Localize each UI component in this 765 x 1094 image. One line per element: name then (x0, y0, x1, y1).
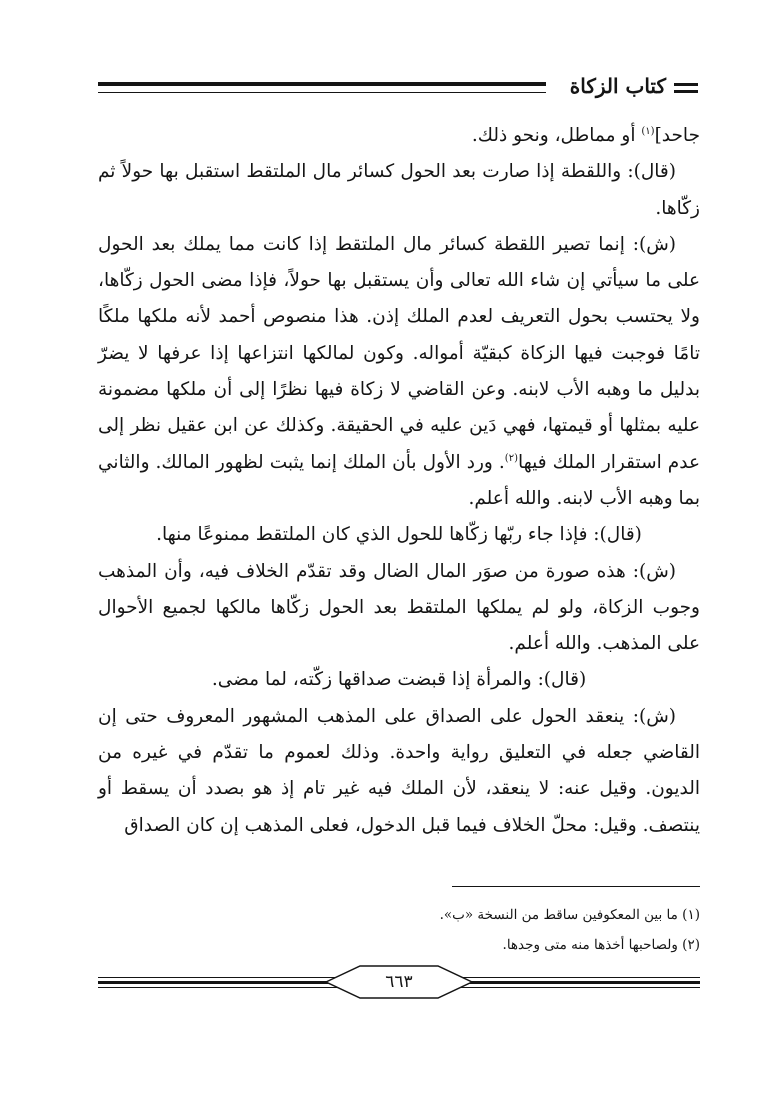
footnote-ref: (٢) (504, 452, 518, 464)
paragraph-6: (قال): والمرأة إذا قبضت صداقها زكّته، لما مضى. (211, 669, 587, 691)
footnotes (98, 900, 700, 960)
page-footer (98, 962, 700, 1002)
page-number: ٦٦٣ (385, 972, 413, 992)
footnote-ref: (١) (641, 125, 655, 137)
footnote-2: (٢) ولصاحبها أخذها منه متى وجدها. (502, 937, 700, 953)
paragraph-5: (ش): هذه صورة من صوَر المال الضال وقد تقدّم الخلاف فيه، وأن المذهب وجوب الزكاة، ولو لم يملكها الملتقط بعد الحول زكّاها مالكها لجميع الأحوال على المذهب. والله أعلم. (98, 560, 700, 655)
running-header (98, 74, 698, 104)
paragraph-text: جاحد] (654, 125, 700, 146)
footnote-separator (452, 886, 700, 887)
header-title: كتاب الزكاة (569, 74, 666, 98)
header-rule (98, 82, 546, 93)
header-ornament (674, 83, 698, 93)
paragraph-7: (ش): ينعقد الحول على الصداق على المذهب المشهور المعروف حتى إن القاضي جعله في التعليق رواية واحدة. وذلك لعموم ما تقدّم في غيره من الديون. وقيل عنه: لا ينعقد، لأن الملك فيه غير تام إذ هو بصدد أن يسقط أو ينتصف. وقيل: محلّ الخلاف فيما قبل الدخول، فعلى المذهب إن كان الصداق (98, 705, 700, 836)
paragraph-1 (98, 118, 700, 154)
paragraph-text: (ش): إنما تصير اللقطة كسائر مال الملتقط إذا كانت مما يملك بعد الحول على ما سيأتي إن شاء الله تعالى وأن يستقبل بها حولاً، فإذا مضى الحول زكّاها، ولا يحتسب بحول التعريف لعدم الملك إذن. هذا منصوص أحمد لأنه ملكها ملكًا تامًا فوجبت فيها الزكاة كبقيّة أمواله. وكون لمالكها انتزاعها إذا عرفها لا يضرّ بدليل ما وهبه الأب لابنه. وعن القاضي لا زكاة فيها نظرًا إلى أن ملكها مضمونة عليه بمثلها أو قيمتها، فهي دَين عليه في الحقيقة. وكذلك عن ابن عقيل نظر إلى عدم استقرار الملك فيها (98, 233, 700, 473)
paragraph-3 (98, 227, 700, 517)
footnote-1: (١) ما بين المعكوفين ساقط من النسخة «ب». (439, 907, 700, 923)
paragraph-4: (قال): فإذا جاء ربّها زكّاها للحول الذي كان الملتقط ممنوعًا منها. (156, 524, 642, 546)
paragraph-text-cont: أو مماطل، ونحو ذلك. (471, 125, 642, 146)
main-text (98, 118, 700, 844)
paragraph-text-cont: . ورد الأول بأن الملك إنما يثبت لظهور المالك. والثاني بما وهبه الأب لابنه. والله أعلم. (98, 451, 700, 509)
paragraph-2: (قال): واللقطة إذا صارت بعد الحول كسائر مال الملتقط استقبل بها حولاً ثم زكّاها. (98, 161, 700, 219)
